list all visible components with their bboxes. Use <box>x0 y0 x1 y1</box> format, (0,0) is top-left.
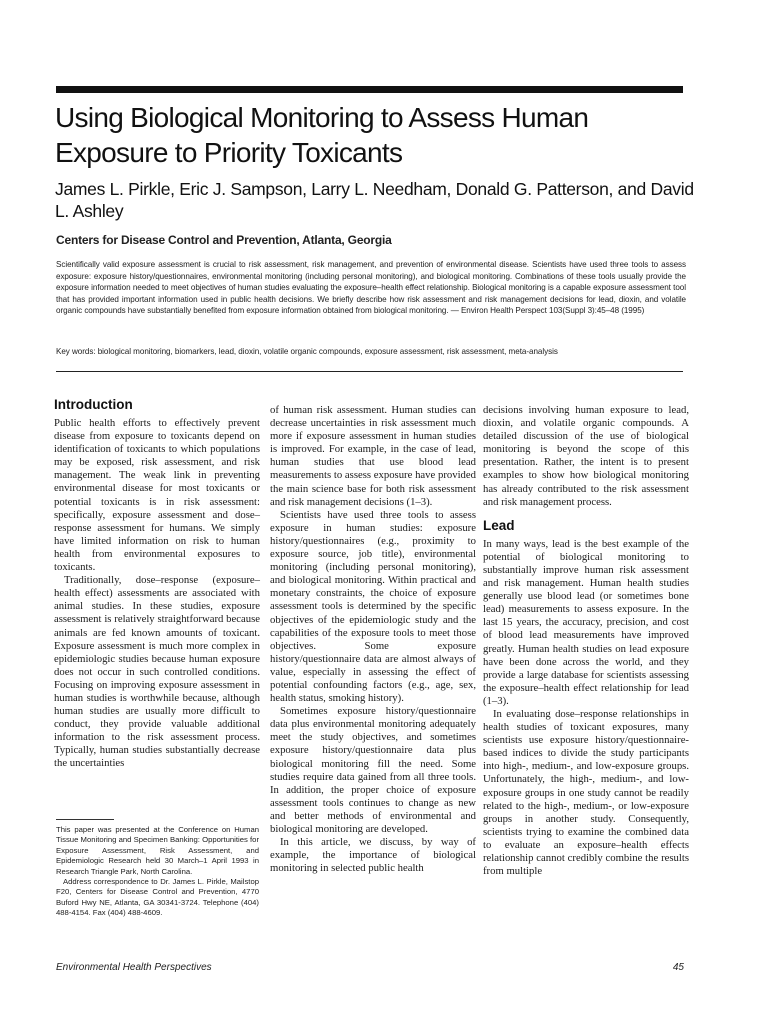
paragraph: decisions involving human exposure to lead, dioxin, and volatile organic compounds. A detailed discussion of the use of biological monitoring is beyond the scope of this presentation. Rather, the intent is to present examples to show how biological monitoring has already contributed to the risk assessment and risk management process. <box>483 404 689 508</box>
footnote <box>56 825 259 919</box>
introduction-heading: Introduction <box>54 397 133 412</box>
section-divider <box>56 371 683 372</box>
top-rule <box>56 86 683 93</box>
abstract: Scientifically valid exposure assessment is crucial to risk assessment, risk management, and prevention of environmental disease. Scientists have used three tools to assess exposure: exposure history/questionnaires, environmental monitoring (including personal monitoring), and biological monitoring. Combinations of these tools usually provide the exposure information needed to meet objectives of human studies evaluating the exposure–health effect relationship. Biological monitoring is a capable exposure assessment tool that has provided important information used in public health decisions. We briefly describe how risk assessment and risk management decisions for lead, dioxin, and volatile organic compounds have substantially benefited from exposure information obtained from biological monitoring. — Environ Health Perspect 103(Suppl 3):45–48 (1995) <box>56 260 686 315</box>
footnote-rule <box>56 819 114 820</box>
paragraph: Traditionally, dose–response (exposure–health effect) assessments are associated with animal studies. In these studies, exposure assessment is relatively straightforward because animals are fed known amounts of toxicant. Exposure assessment is much more complex in epidemiologic studies because human exposure does not occur in such controlled conditions. Focusing on improving exposure assessment in human studies is worthwhile because, although human studies are usually more difficult to conduct, they provide valuable additional information to the risk assessment process. Typically, human studies substantially decrease the uncertainties <box>54 574 260 770</box>
conference-note: This paper was presented at the Conference on Human Tissue Monitoring and Specimen Banking: Opportunities for Exposure Assessment, Risk Assessment, and Epidemiologic Research held 30 March–1 April 1993 in Research Triangle Park, North Carolina. <box>56 825 259 876</box>
paragraph: Public health efforts to effectively prevent disease from exposure to toxicants depend on identification of toxicants to which populations may be exposed, risk assessment, and risk management. The weak link in preventing environmental disease for most toxicants or potential toxicants is in risk assessment: specifically, exposure assessment and dose–response assessment for humans. We simply have limited information on risk to human health from environmental exposures to toxicants. <box>54 417 260 574</box>
correspondence-note: Address correspondence to Dr. James L. Pirkle, Mailstop F20, Centers for Disease Control and Prevention, 4770 Buford Hwy NE, Atlanta, GA 30341-3724. Telephone (404) 488-4154. Fax (404) 488-4609. <box>56 877 259 918</box>
paragraph: In evaluating dose–response relationships in health studies of toxicant exposures, many scientists use exposure history/questionnaire-based indices to divide the study participants into high-, medium-, and low-exposure groups. Unfortunately, the high-, medium-, and low-exposure groups in one study cannot be readily related to the high-, medium-, or low-exposure groups in another study. Consequently, scientists trying to examine the combined data to evaluate an exposure–health effects relationship cannot credibly combine the results from multiple <box>483 707 689 878</box>
keywords: Key words: biological monitoring, biomarkers, lead, dioxin, volatile organic compounds, exposure assessment, risk assessment, meta-analysis <box>56 347 558 356</box>
paragraph: In many ways, lead is the best example of the potential of biological monitoring to substantially improve human risk assessment and risk management. Human health studies generally use blood lead (or sometimes bone lead) measurements to assess exposure. In the last 15 years, the accuracy, precision, and cost of blood lead measurements have improved greatly. Human health studies on lead exposure have been done across the world, and they provide a large database for scientists assessing the exposure–health effect relationship for lead (1–3). <box>483 537 689 707</box>
affiliation: Centers for Disease Control and Prevention, Atlanta, Georgia <box>56 233 392 247</box>
paragraph: Scientists have used three tools to assess exposure in human studies: exposure history/questionnaires (e.g., proximity to exposure source, job title), environmental monitoring (including personal monitoring), and biological monitoring. Within practical and monetary constraints, the choice of exposure assessment tools is determined by the specific objectives of the epidemiologic study and the capabilities of the exposure tools to meet those objectives. Some exposure history/questionnaire data are almost always of value, especially in assessing the effect of potential confounding factors (e.g., age, sex, health status, smoking history). <box>270 508 476 705</box>
column-2 <box>270 404 476 875</box>
paragraph: In this article, we discuss, by way of example, the importance of biological monitoring in selected public health <box>270 836 476 875</box>
column-1 <box>54 397 260 771</box>
paragraph: Sometimes exposure history/questionnaire data plus environmental monitoring adequately meet the study objectives, and sometimes exposure history/questionnaire data plus biological monitoring fill the need. Some studies require data gained from all three tools. In addition, the proper choice of exposure assessment tools continues to change as new and better methods of environmental and biological monitoring are developed. <box>270 705 476 835</box>
article-title: Using Biological Monitoring to Assess Human Exposure to Priority Toxicants <box>55 102 589 168</box>
lead-heading: Lead <box>483 517 515 533</box>
paragraph: of human risk assessment. Human studies can decrease uncertainties in risk assessment much more if exposure assessment in human studies is improved. For example, in the case of lead, human studies that use blood lead measurements to assess exposure have provided the main science base for both risk assessment and risk management decisions (1–3). <box>270 404 476 508</box>
page-number: 45 <box>672 962 684 973</box>
journal-name: Environmental Health Perspectives <box>56 962 212 973</box>
author-list: James L. Pirkle, Eric J. Sampson, Larry L. Needham, Donald G. Patterson, and David L. Ashley <box>55 179 694 221</box>
column-3 <box>483 404 689 878</box>
